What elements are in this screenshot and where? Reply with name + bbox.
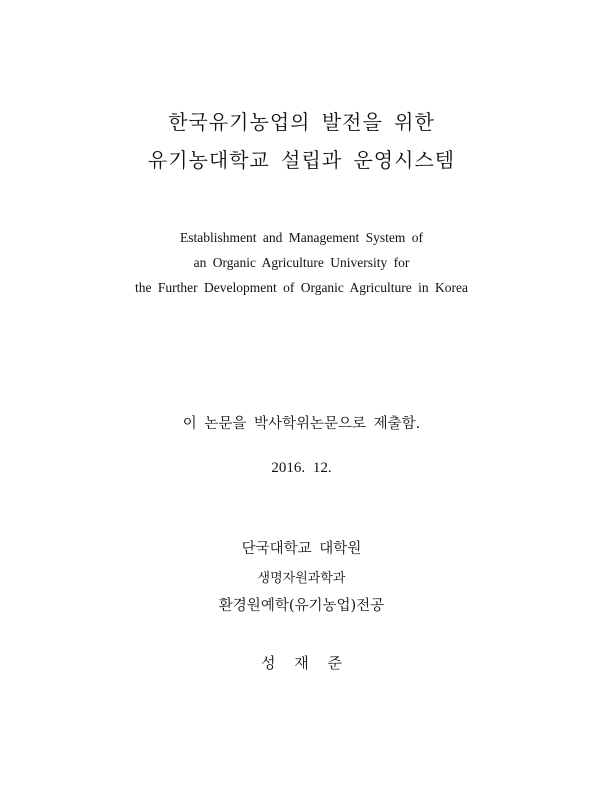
major-name: 환경원예학(유기농업)전공	[218, 598, 385, 614]
department-name: 생명자원과학과	[257, 571, 346, 586]
title-korean-line-2: 유기농대학교 설립과 운영시스템	[147, 148, 456, 172]
title-english-line-1: Establishment and Management System of	[180, 230, 423, 245]
submission-date: 2016. 12.	[271, 460, 332, 476]
title-english-line-2: an Organic Agriculture University for	[193, 255, 410, 270]
title-korean-line-1: 한국유기농업의 발전을 위한	[168, 110, 435, 134]
author-name: 성 재 준	[260, 654, 342, 672]
submission-statement: 이 논문을 박사학위논문으로 제출함.	[182, 416, 421, 432]
title-english-line-3: the Further Development of Organic Agriculture in Korea	[134, 280, 469, 295]
university-name: 단국대학교 대학원	[241, 541, 362, 557]
